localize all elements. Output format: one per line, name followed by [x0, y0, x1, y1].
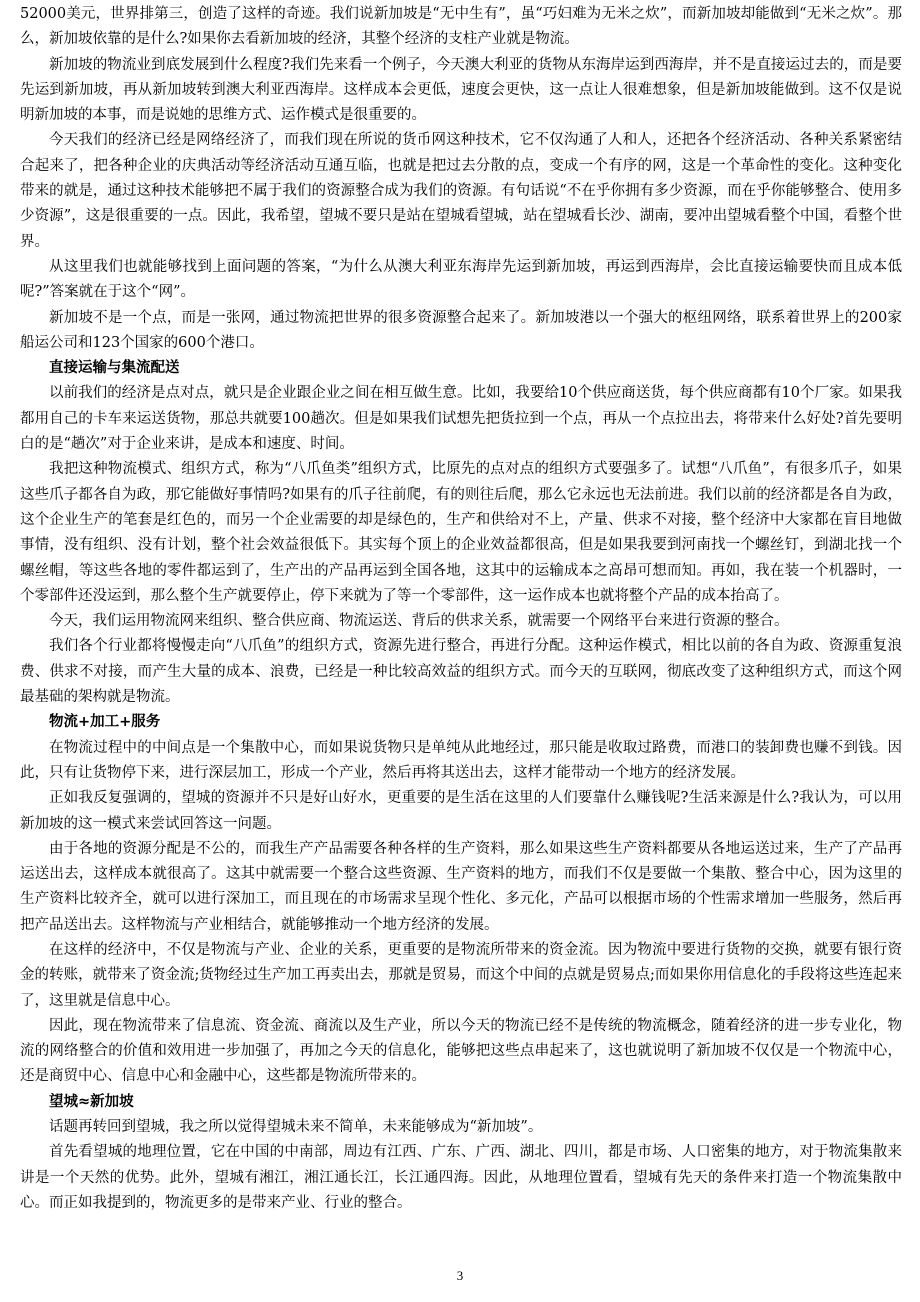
paragraph: 我把这种物流模式、组织方式，称为“八爪鱼类”组织方式，比原先的点对点的组织方式要强多了。试想“八爪鱼”，有很多爪子，如果这些爪子都各自为政，那它能做好事情吗?如果有的爪子往前爬，有的则往后爬，那么它永远也无法前进。我们以前的经济都是各自为政，这个企业生产的笔套是红色的，而另一个企业需要的却是绿色的，生产和供给对不上，产量、供求不对接，整个经济中大家都在盲目地做事情，没有组织、没有计划，整个社会效益很低下。其实每个顶上的企业效益都很高，但是如果我要到河南找一个螺丝钉，到湖北找一个螺丝帽，等这些各地的零件都运到了，生产出的产品再运到全国各地，这其中的运输成本之高昂可想而知。再如，我在装一个机器时，一个零部件还没运到，那么整个生产就要停止，停下来就为了等一个零部件，这一运作成本也就将整个产品的成本抬高了。 [20, 461, 902, 604]
section-heading-wangcheng-singapore: 望城≈新加坡 [49, 1093, 134, 1110]
section-heading-direct-transport: 直接运输与集流配送 [49, 360, 180, 377]
paragraph: 在这样的经济中，不仅是物流与产业、企业的关系，更重要的是物流所带来的资金流。因为物流中要进行货物的交换，就要有银行资金的转账，就带来了资金流;货物经过生产加工再卖出去，那就是贸易，而这个中间的点就是贸易点;而如果你用信息化的手段将这些连起来了，这里就是信息中心。 [20, 941, 902, 1009]
paragraph: 新加坡的物流业到底发展到什么程度?我们先来看一个例子，今天澳大利亚的货物从东海岸运到西海岸，并不是直接运过去的，而是要先运到新加坡，再从新加坡转到澳大利亚西海岸。这样成本会更低，速度会更快，这一点让人很难想象，但是新加坡能做到。这不仅是说明新加坡的本事，而是说她的思维方式、运作模式是很重要的。 [20, 56, 902, 124]
paragraph: 以前我们的经济是点对点，就只是企业跟企业之间在相互做生意。比如，我要给10个供应商送货，每个供应商都有10个厂家。如果我都用自己的卡车来运送货物，那总共就要100趟次。但是如果我们试想先把货拉到一个点，再从一个点拉出去，将带来什么好处?首先要明白的是“趟次”对于企业来讲，是成本和速度、时间。 [20, 385, 902, 453]
paragraph: 正如我反复强调的，望城的资源并不只是好山好水，更重要的是生活在这里的人们要靠什么赚钱呢?生活来源是什么?我认为，可以用新加坡的这一模式来尝试回答这一问题。 [20, 790, 902, 832]
paragraph: 今天我们的经济已经是网络经济了，而我们现在所说的货币网这种技术，它不仅沟通了人和人，还把各个经济活动、各种关系紧密结合起来了，把各种企业的庆典活动等经济活动互通互临，也就是把过去分散的点，变成一个有序的网，这是一个革命性的变化。这种变化带来的就是，通过这种技术能够把不属于我们的资源整合成为我们的资源。有句话说“不在乎你拥有多少资源，而在乎你能够整合、使用多少资源”，这是很重要的一点。因此，我希望，望城不要只是站在望城看望城，站在望城看长沙、湖南，要冲出望城看整个中国，看整个世界。 [20, 132, 902, 250]
paragraph: 首先看望城的地理位置，它在中国的中南部，周边有江西、广东、广西、湖北、四川，都是市场、人口密集的地方，对于物流集散来讲是一个天然的优势。此外，望城有湘江，湘江通长江，长江通四海。因此，从地理位置看，望城有先天的条件来打造一个物流集散中心。而正如我提到的，物流更多的是带来产业、行业的整合。 [20, 1144, 902, 1211]
paragraph: 因此，现在物流带来了信息流、资金流、商流以及生产业，所以今天的物流已经不是传统的物流概念，随着经济的进一步专业化，物流的网络整合的价值和效用进一步加强了，再加之今天的信息化，能够把这些点串起来了，这也就说明了新加坡不仅仅是一个物流中心，还是商贸中心、信息中心和金融中心，这些都是物流所带来的。 [20, 1017, 902, 1085]
paragraph: 新加坡不是一个点，而是一张网，通过物流把世界的很多资源整合起来了。新加坡港以一个强大的枢纽网络，联系着世界上的200家船运公司和123个国家的600个港口。 [20, 309, 902, 351]
page-number: 3 [456, 1268, 464, 1283]
paragraph: 我们各个行业都将慢慢走向“八爪鱼”的组织方式，资源先进行整合，再进行分配。这种运作模式，相比以前的各自为政、资源重复浪费、供求不对接，而产生大量的成本、浪费，已经是一种比较高效益的组织方式。而今天的互联网，彻底改变了这种组织方式，而这个网最基础的架构就是物流。 [20, 638, 902, 706]
paragraph: 话题再转回到望城，我之所以觉得望城未来不简单，未来能够成为“新加坡”。 [49, 1119, 543, 1136]
paragraph: 52000美元，世界排第三，创造了这样的奇迹。我们说新加坡是“无中生有”，虽“巧妇难为无米之炊”，而新加坡却能做到“无米之炊”。那么，新加坡依靠的是什么?如果你去看新加坡的经济，其整个经济的支柱产业就是物流。 [20, 6, 902, 48]
paragraph: 今天，我们运用物流网来组织、整合供应商、物流运送、背后的供求关系，就需要一个网络平台来进行资源的整合。 [49, 613, 789, 630]
section-heading-logistics-processing-service: 物流+加工+服务 [49, 714, 161, 731]
paragraph: 在物流过程中的中间点是一个集散中心，而如果说货物只是单纯从此地经过，那只能是收取过路费，而港口的装卸费也赚不到钱。因此，只有让货物停下来，进行深层加工，形成一个产业，然后再将其送出去，这样才能带动一个地方的经济发展。 [20, 739, 902, 781]
paragraph: 由于各地的资源分配是不公的，而我生产产品需要各种各样的生产资料，那么如果这些生产资料都要从各地运送过来，生产了产品再运送出去，这样成本就很高了。这其中就需要一个整合这些资源、生产资料的地方，而我们不仅是要做一个集散、整合中心，因为这里的生产资料比较齐全，就可以进行深加工，而且现在的市场需求呈现个性化、多元化，产品可以根据市场的个性需求增加一些服务，然后再把产品送出去。这样物流与产业相结合，就能够推动一个地方经济的发展。 [20, 840, 902, 933]
document-page [20, 2, 902, 1216]
paragraph: 从这里我们也就能够找到上面问题的答案，“为什么从澳大利亚东海岸先运到新加坡，再运到西海岸，会比直接运输要快而且成本低呢?”答案就在于这个“网”。 [20, 258, 902, 301]
